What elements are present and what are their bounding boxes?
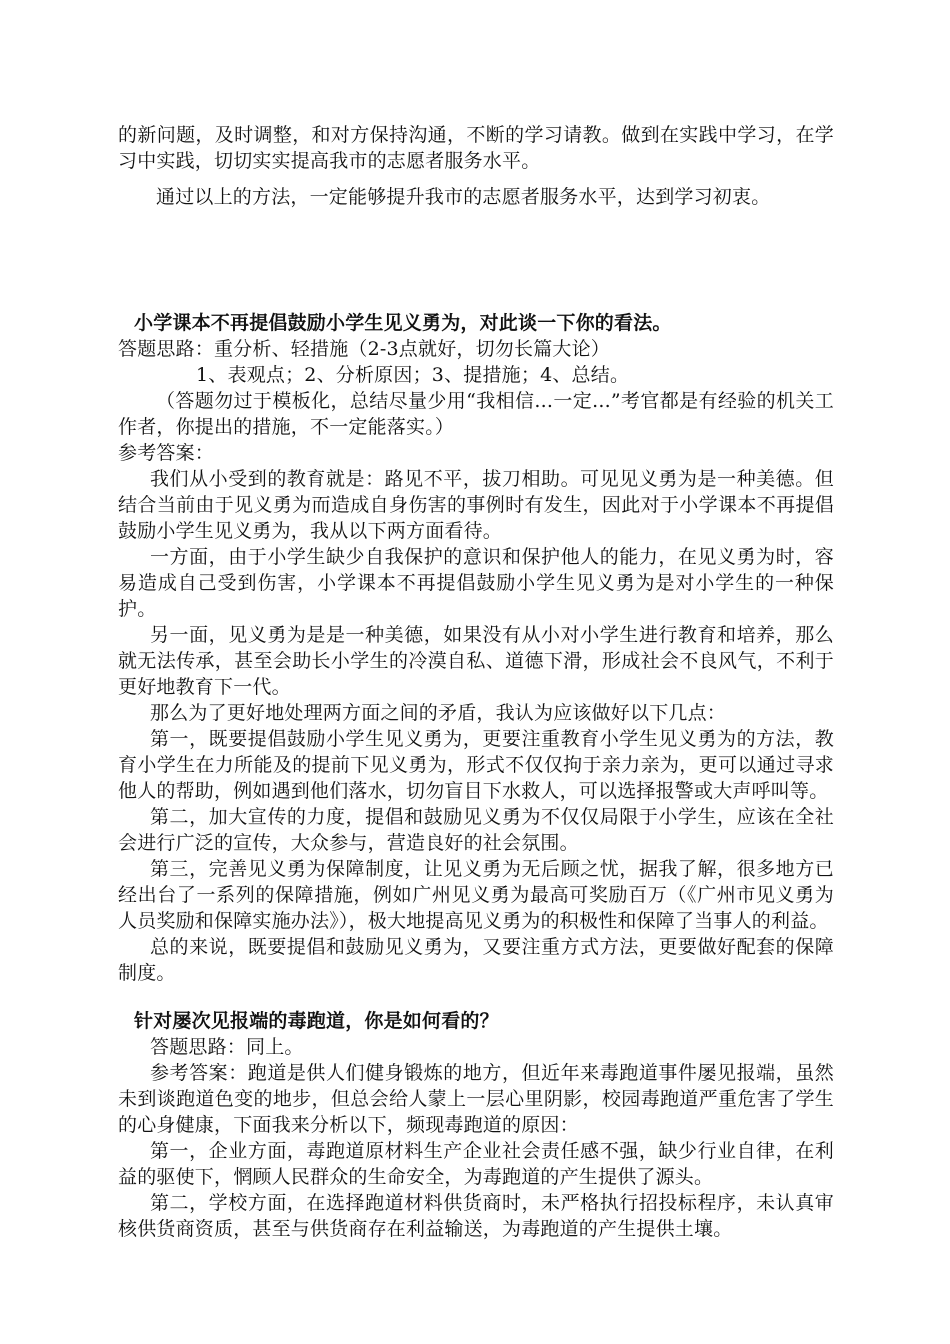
question-title-2: 针对屡次见报端的毒跑道，你是如何看的？ <box>134 1010 499 1032</box>
answer-paragraph: 第三，完善见义勇为保障制度，让见义勇为无后顾之忧，据我了解，很多地方已经出台了一系列的保障措施，例如广州见义勇为最高可奖励百万（《广州市见义勇为人员奖励和保障实施办法》），极大地提高见义勇为的积极性和保障了当事人的利益。 <box>118 858 834 932</box>
answer-approach-1: 答题思路：重分析、轻措施（2-3点就好，切勿长篇大论） <box>118 338 610 360</box>
document-page <box>118 122 834 1242</box>
answer-paragraph: 那么为了更好地处理两方面之间的矛盾，我认为应该做好以下几点： <box>150 702 727 724</box>
answer-paragraph: 第二，学校方面，在选择跑道材料供货商时，未严格执行招投标程序，未认真审核供货商资质，甚至与供货商存在利益输送，为毒跑道的产生提供土壤。 <box>118 1192 834 1240</box>
answer-label-1: 参考答案： <box>118 442 215 464</box>
answer-approach-2: 答题思路：同上。 <box>150 1036 304 1058</box>
paragraph-continuation: 的新问题，及时调整，和对方保持沟通，不断的学习请教。做到在实践中学习，在学习中实践，切切实实提高我市的志愿者服务水平。 <box>118 124 834 172</box>
answer-note: （答题勿过于模板化，总结尽量少用“我相信...一定...”考官都是有经验的机关工作者，你提出的措施，不一定能落实。） <box>118 390 834 438</box>
answer-paragraph: 第一，企业方面，毒跑道原材料生产企业社会责任感不强，缺少行业自律，在利益的驱使下，惘顾人民群众的生命安全，为毒跑道的产生提供了源头。 <box>118 1140 834 1188</box>
answer-paragraph: 总的来说，既要提倡和鼓励见义勇为，又要注重方式方法，更要做好配套的保障制度。 <box>118 936 834 984</box>
answer-paragraph: 第一，既要提倡鼓励小学生见义勇为，更要注重教育小学生见义勇为的方法，教育小学生在力所能及的提前下见义勇为，形式不仅仅拘于亲力亲为，更可以通过寻求他人的帮助，例如遇到他们落水，切勿盲目下水救人，可以选择报警或大声呼叫等。 <box>118 728 834 802</box>
answer-paragraph: 另一面，见义勇为是是一种美德，如果没有从小对小学生进行教育和培养，那么就无法传承，甚至会助长小学生的冷漠自私、道德下滑，形成社会不良风气，不利于更好地教育下一代。 <box>118 624 834 698</box>
answer-paragraph: 参考答案：跑道是供人们健身锻炼的地方，但近年来毒跑道事件屡见报端，虽然未到谈跑道色变的地步，但总会给人蒙上一层心里阴影，校园毒跑道严重危害了学生的心身健康，下面我来分析以下，频现毒跑道的原因： <box>118 1062 834 1136</box>
answer-paragraph: 一方面，由于小学生缺少自我保护的意识和保护他人的能力，在见义勇为时，容易造成自己受到伤害，小学课本不再提倡鼓励小学生见义勇为是对小学生的一种保护。 <box>118 546 834 620</box>
answer-steps: 1、表观点；2、分析原因；3、提措施；4、总结。 <box>196 364 630 386</box>
answer-paragraph: 我们从小受到的教育就是：路见不平，拔刀相助。可见见义勇为是一种美德。但结合当前由于见义勇为而造成自身伤害的事例时有发生，因此对于小学课本不再提倡鼓励小学生见义勇为，我从以下两方面看待。 <box>118 468 834 542</box>
answer-paragraph: 第二，加大宣传的力度，提倡和鼓励见义勇为不仅仅局限于小学生，应该在全社会进行广泛的宣传，大众参与，营造良好的社会氛围。 <box>118 806 834 854</box>
paragraph-conclusion: 通过以上的方法，一定能够提升我市的志愿者服务水平，达到学习初衷。 <box>156 186 771 208</box>
question-title-1: 小学课本不再提倡鼓励小学生见义勇为，对此谈一下你的看法。 <box>134 312 672 334</box>
